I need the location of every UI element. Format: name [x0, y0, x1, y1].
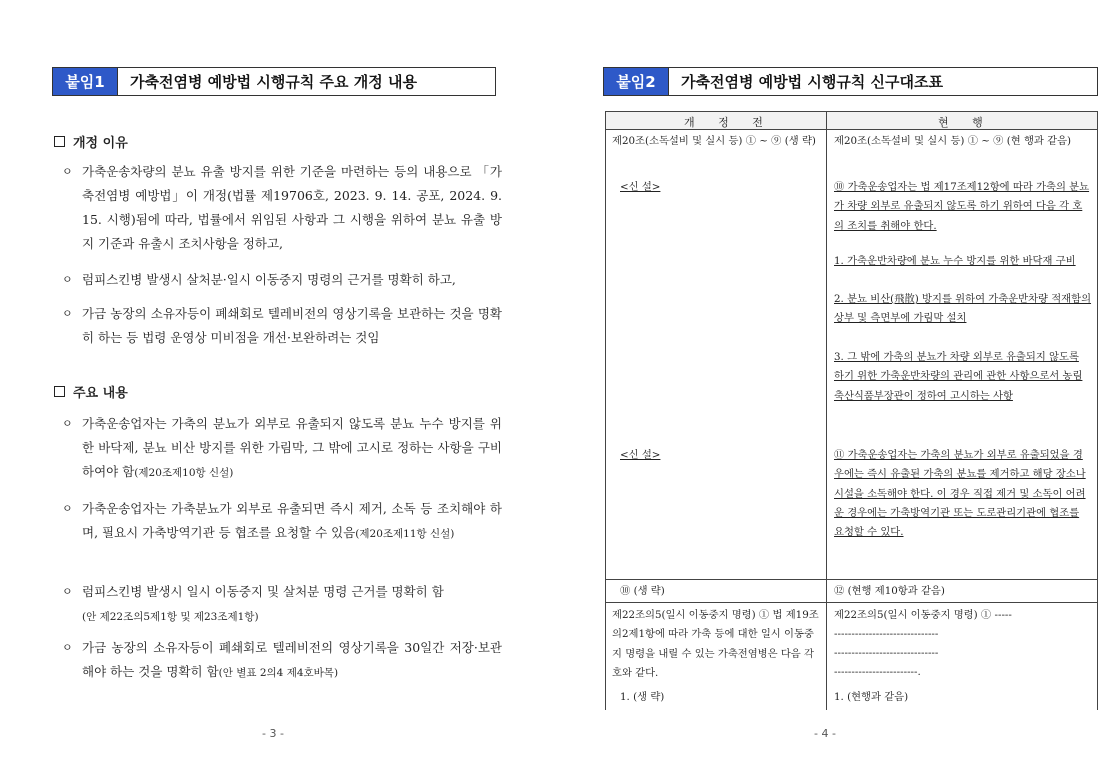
- circle-bullet-icon: ㅇ: [62, 641, 73, 654]
- square-bullet-icon: [54, 136, 65, 147]
- reason-item-3: ㅇ 가금 농장의 소유자등이 폐쇄회로 텔레비전의 영상기록을 보관하는 것을 명확히 하는 등 법령 운영상 미비점을 개선·보완하려는 것임: [62, 302, 502, 350]
- circle-bullet-icon: ㅇ: [62, 273, 73, 286]
- row4-current-dash3: ------------------------.: [834, 666, 921, 678]
- attachment2-header: [603, 67, 1098, 96]
- content-item-4: ㅇ 가금 농장의 소유자등이 폐쇄회로 텔레비전의 영상기록을 30일간 저장·보관해야 하는 것을 명확히 함(안 별표 2의4 제4호바목): [62, 636, 502, 685]
- col-header-current: 현 행: [938, 116, 993, 129]
- row1-current: 제20조(소독설비 및 실시 등) ① ~ ⑨ (현 행과 같음): [834, 135, 1072, 147]
- square-bullet-icon: [54, 386, 65, 397]
- attachment2-title: 가축전염병 예방법 시행규칙 신구대조표: [669, 67, 1098, 96]
- row3-current: ⑫ (현행 제10항과 같음): [834, 585, 945, 597]
- attachment2-tag: 붙임2: [603, 67, 669, 96]
- row5-before: 1. (생 략): [620, 691, 665, 703]
- row4-before: 제22조의5(일시 이동중지 명령) ① 법 제19조의2제1항에 따라 가축 등에 대한 일시 이동중지 명령을 내릴 수 있는 가축전염병은 다음 각 호와 같다.: [612, 609, 819, 679]
- attachment1-tag: 붙임1: [52, 67, 118, 96]
- section-reason-heading: [54, 132, 128, 151]
- circle-bullet-icon: ㅇ: [62, 502, 73, 515]
- row1-before: 제20조(소독설비 및 실시 등) ① ~ ⑨ (생 략): [612, 135, 816, 147]
- new-mark-2: <신 설>: [620, 449, 661, 461]
- circle-bullet-icon: ㅇ: [62, 585, 73, 598]
- content-item-1: ㅇ 가축운송업자는 가축의 분뇨가 외부로 유출되지 않도록 분뇨 누수 방지를 위한 바닥제, 분뇨 비산 방지를 위한 가림막, 그 밖에 고시로 정하는 사항을 구비하여야 함(제20조제10항 신설): [62, 412, 502, 485]
- circle-bullet-icon: ㅇ: [62, 165, 73, 178]
- content-item-2: ㅇ 가축운송업자는 가축분뇨가 외부로 유출되면 즉시 제거, 소독 등 조치해야 하며, 필요시 가축방역기관 등 협조를 요청할 수 있음(제20조제11항 신설): [62, 497, 502, 546]
- row-divider: [606, 579, 1097, 580]
- item10-sub2: 2. 분뇨 비산(飛散) 방지를 위하여 가축운반차량 적재함의 상부 및 측면부에 가림막 설치: [834, 293, 1092, 325]
- row-divider: [606, 602, 1097, 603]
- section-content-heading: [54, 382, 128, 401]
- row3-before: ⑩ (생 략): [620, 585, 665, 597]
- column-divider: [826, 112, 827, 710]
- circle-bullet-icon: ㅇ: [62, 307, 73, 320]
- item10-text: ⑩ 가축운송업자는 법 제17조제12항에 따라 가축의 분뇨가 차량 외부로 유출되지 않도록 하기 위하여 다음 각 호의 조치를 취해야 한다.: [834, 181, 1090, 232]
- row5-current: 1. (현행과 같음): [834, 691, 909, 703]
- item10-sub3: 3. 그 밖에 가축의 분뇨가 차량 외부로 유출되지 않도록 하기 위한 가축운반차량의 관리에 관한 사항으로서 농림축산식품부장관이 정하여 고시하는 사항: [834, 351, 1083, 402]
- reason-item-1: ㅇ 가축운송차량의 분뇨 유출 방지를 위한 기준을 마련하는 등의 내용으로 「가축전염병 예방법」이 개정(법률 제19706호, 2023. 9. 14. 공포, 2024. 9. 15. 시행)됨에 따라, 법률에서 위임된 사항과 그 시행을 위하여 분뇨 유출 방지 기준과 유출시 조치사항을 정하고,: [62, 160, 502, 256]
- new-mark-1: <신 설>: [620, 181, 661, 193]
- item10-sub1: 1. 가축운반차량에 분뇨 누수 방지를 위한 바닥재 구비: [834, 255, 1076, 267]
- content-item-3: ㅇ 럼피스킨병 발생시 일시 이동중지 및 살처분 명령 근거를 명확히 함 (안 제22조의5제1항 및 제23조제1항): [62, 580, 502, 629]
- attachment1-header: [52, 67, 496, 96]
- section-reason-label: 개정 이유: [73, 136, 128, 151]
- section-content-label: 주요 내용: [73, 386, 128, 401]
- page-right: [550, 0, 1100, 777]
- reason-item-2: ㅇ 럼피스킨병 발생시 살처분·일시 이동중지 명령의 근거를 명확히 하고,: [62, 268, 502, 292]
- circle-bullet-icon: ㅇ: [62, 417, 73, 430]
- page-number: - 3 -: [262, 727, 284, 740]
- row4-current-dash1: ------------------------------: [834, 628, 939, 640]
- row4-current-title: 제22조의5(일시 이동중지 명령) ① -----: [834, 609, 1012, 621]
- comparison-table: [605, 111, 1098, 710]
- item11-text: ⑪ 가축운송업자는 가축의 분뇨가 외부로 유출되었을 경우에는 즉시 유출된 가축의 분뇨를 제거하고 해당 장소나 시설을 소독해야 한다. 이 경우 직접 제거 및 소독이 어려운 경우에는 가축방역기관 또는 도로관리기관에 협조를 요청할 수 있다.: [834, 449, 1086, 539]
- col-header-before: 개 정 전: [684, 116, 773, 129]
- page-number: - 4 -: [814, 727, 836, 740]
- table-header: [606, 112, 1097, 130]
- attachment1-title: 가축전염병 예방법 시행규칙 주요 개정 내용: [118, 67, 496, 96]
- row4-current-dash2: ------------------------------: [834, 647, 939, 659]
